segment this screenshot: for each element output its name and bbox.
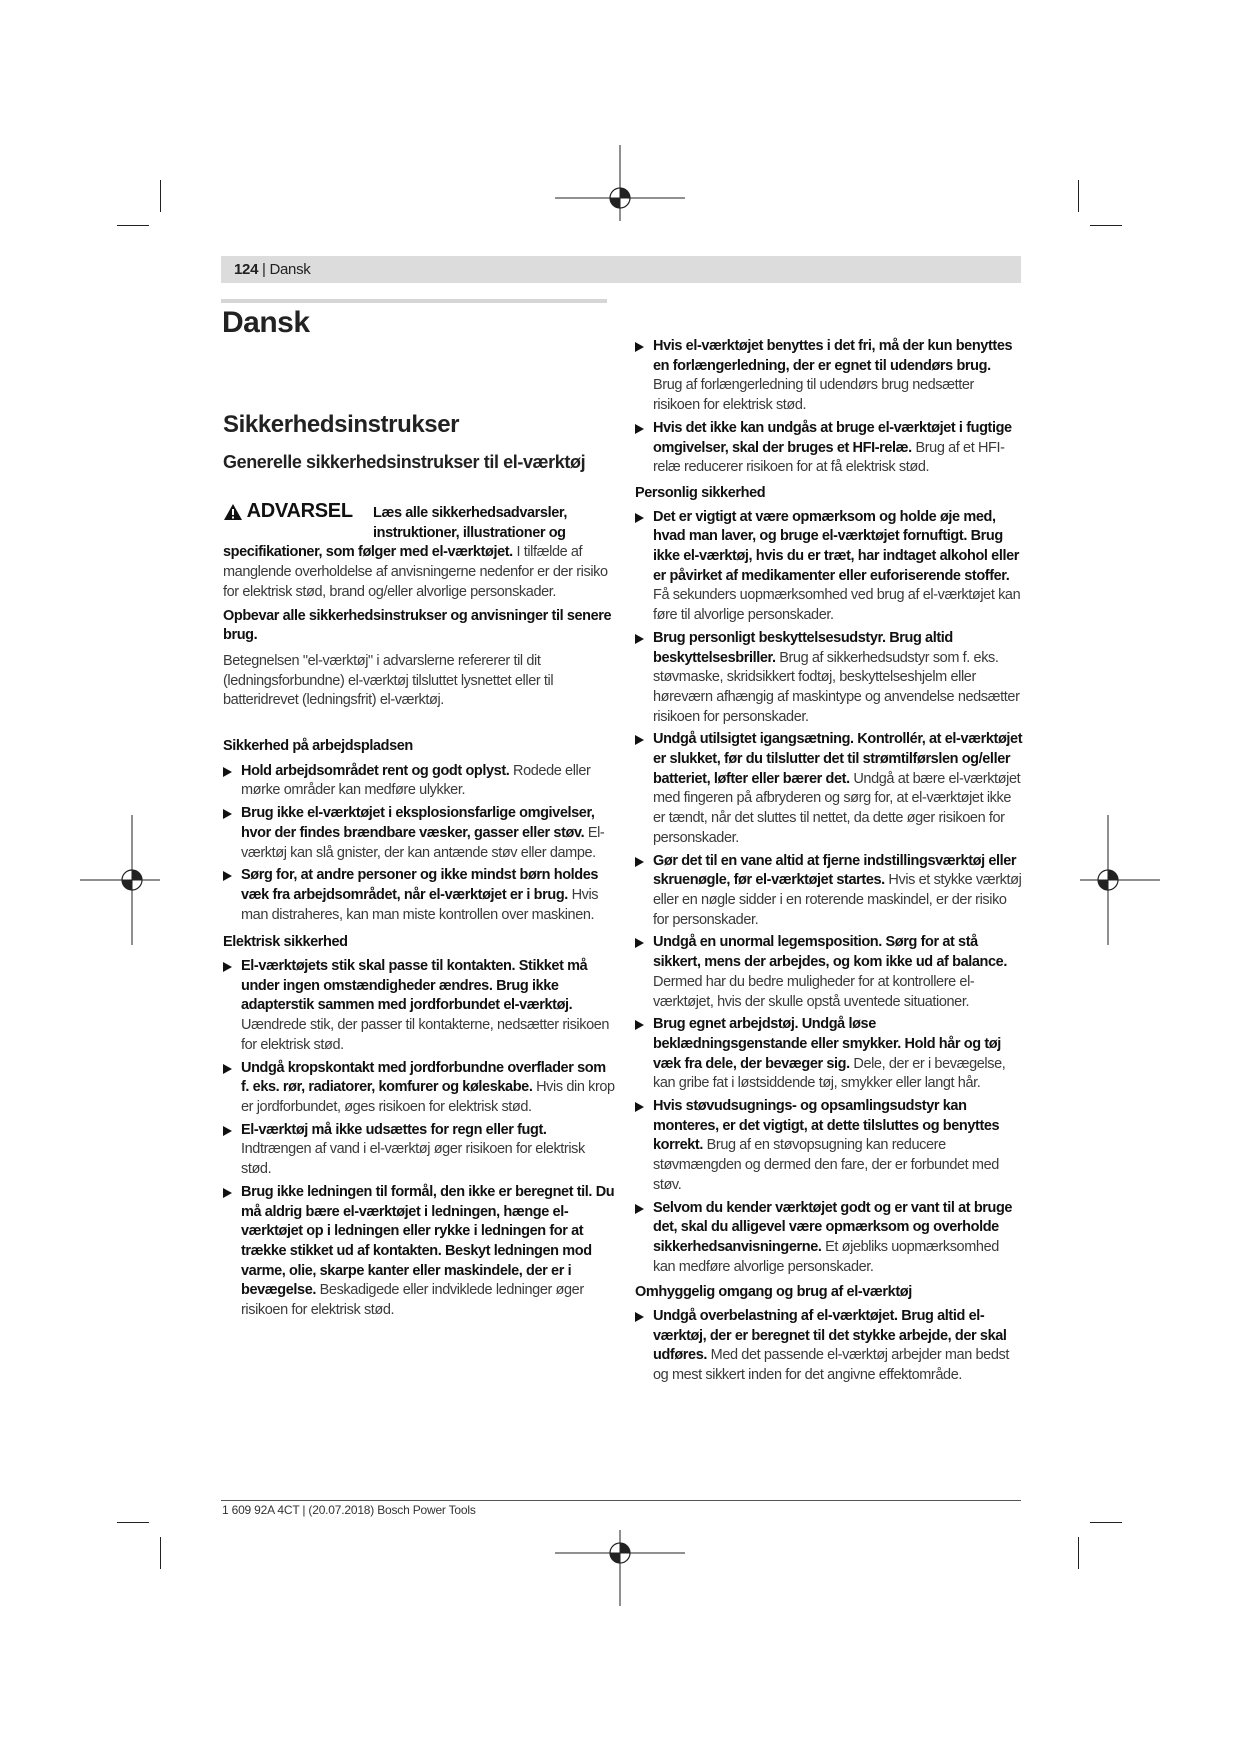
list-item [635,419,1023,478]
item-bold: Brug ikke el-værktøjet i eksplosionsfarlige omgivelser, hvor der findes brændbare væsker, gasser eller støv. [241,805,595,841]
personal-list [635,508,1023,1278]
keep-instructions [223,607,615,646]
item-normal: Et øjebliks uopmærksomhed kan medføre alvorlige personskader. [653,1238,999,1275]
list-item [223,866,615,925]
page-header-bar [221,256,1021,283]
list-item [635,730,1023,848]
item-normal: Dele, der er i bevægelse, kan gribe fat i løstsiddende tøj, smykker eller langt hår. [653,1055,1006,1092]
list-item [223,1059,615,1118]
bullet-arrow-icon [635,1312,644,1322]
title-rule [221,299,607,303]
item-normal: Brug af sikkerhedsudstyr som f. eks. støvmaske, skridsikkert fodtøj, beskyttelseshjelm eller høreværn afhængig af maskintype og anvendelse nedsætter risikoen for personskader. [653,649,1020,725]
item-bold: Undgå utilsigtet igangsætning. Kontrollér, at el-værktøjet er slukket, før du tilslutter det til strømtilførslen og/eller batteriet, løfter eller bærer det. [653,731,1023,787]
item-normal: Rodede eller mørke områder kan medføre ulykker. [241,762,591,799]
item-bold: El-værktøj må ikke udsættes for regn eller fugt. [241,1121,547,1138]
electrical-list-left [223,957,615,1321]
footer-rule [221,1500,1021,1501]
list-item [635,1199,1023,1278]
warning-block [223,500,615,603]
list-item [635,852,1023,931]
bullet-arrow-icon [223,1188,232,1198]
item-normal: Brug af et HFI-relæ reducerer risikoen for at få elektrisk stød. [653,439,1005,476]
item-bold: Brug egnet arbejdstøj. Undgå løse beklædningsgenstande eller smykker. Hold hår og tøj væk fra dele, der bevæger sig. [653,1016,1001,1072]
heading-workplace: Sikkerhed på arbejdspladsen [223,738,413,755]
warning-bold: Læs alle sikkerhedsadvarsler, instruktioner, illustrationer og specifikationer, som følger med el-værktøjet. [223,505,567,561]
registration-mark-right [1080,815,1160,945]
item-normal: Brug af forlængerledning til udendørs brug nedsætter risikoen for elektrisk stød. [653,377,974,414]
registration-mark-top [555,143,685,223]
list-item [223,804,615,863]
bullet-arrow-icon [223,962,232,972]
bullet-arrow-icon [635,1102,644,1112]
item-bold: El-værktøjets stik skal passe til kontakten. Stikket må under ingen omstændigheder ændres. Brug ikke adapterstik sammen med jordforbundet el-værktøj. [241,958,588,1014]
item-bold: Hvis støvudsugnings- og opsamlingsudstyr kan monteres, er det vigtigt, at dette tilsluttes og benyttes korrekt. [653,1098,1000,1154]
list-item [223,1121,615,1180]
page-footer: 1 609 92A 4CT | (20.07.2018) Bosch Power Tools [222,1503,476,1517]
item-normal: Undgå at bære el-værktøjet med fingeren på afbryderen og sørg for, at el-værktøjet ikke er tændt, når det sluttes til nettet, da dette øger risikoen for personskader. [653,770,1021,846]
item-normal: Hvis et stykke værktøj eller en nøgle sidder i en roterende maskindel, er der risiko for personskader. [653,872,1022,928]
item-bold: Hvis el-værktøjet benyttes i det fri, må der kun benyttes en forlængerledning, der er egnet til udendørs brug. [653,338,1013,374]
item-normal: Indtrængen af vand i el-værktøj øger risikoen for elektrisk stød. [241,1141,585,1178]
workplace-list [223,762,615,926]
item-normal: Få sekunders uopmærksomhed ved brug af el-værktøjet kan føre til alvorlige personskader. [653,587,1021,624]
keep-instructions-text: Opbevar alle sikkerhedsinstrukser og anvisninger til senere brug. [223,607,612,644]
header-separator: | [258,261,270,278]
warning-triangle-icon [223,503,243,521]
list-item [635,508,1023,626]
warning-word: ADVARSEL [246,500,353,522]
item-normal: Uændrede stik, der passer til kontakterne, nedsætter risikoen for elektrisk stød. [241,1017,610,1053]
item-normal: El-værktøj kan slå gnister, der kan antænde støv eller dampe. [241,824,605,861]
heading-careful-use: Omhyggelig omgang og brug af el-værktøj [635,1284,912,1301]
item-bold: Det er vigtigt at være opmærksom og holde øje med, hvad man laver, og bruge el-værktøjet fornuftigt. Brug ikke el-værktøj, hvis du er træt, har indtaget alkohol eller er påvirket af medikamenter eller euforiserende stoffer. [653,508,1019,584]
item-bold: Hold arbejdsområdet rent og godt oplyst. [241,762,510,779]
bullet-arrow-icon [635,1020,644,1030]
list-item [223,762,615,801]
bullet-arrow-icon [635,513,644,523]
bullet-arrow-icon [635,342,644,352]
bullet-arrow-icon [635,735,644,745]
left-column [223,410,615,1324]
item-bold: Undgå en unormal legemsposition. Sørg for at stå sikkert, mens der arbejdes, og kom ikke ud af balance. [653,934,1007,971]
bullet-arrow-icon [223,767,232,777]
list-item [635,629,1023,728]
registration-mark-left [80,815,160,945]
item-normal: Dermed har du bedre muligheder for at kontrollere el-værktøjet, hvis der skulle opstå uventede situationer. [653,973,975,1010]
bullet-arrow-icon [635,857,644,867]
heading-electrical: Elektrisk sikkerhed [223,934,348,951]
warning-normal: I tilfælde af manglende overholdelse af anvisningerne nedenfor er der risiko for elektrisk stød, brand og/eller alvorlige personskader. [223,544,608,600]
list-item [223,957,615,1056]
item-normal: Brug af en støvopsugning kan reducere støvmængden og dermed den fare, der er forbundet med støv. [653,1137,999,1193]
item-normal: Med det passende el-værktøj arbejder man bedst og mest sikkert inden for det angivne effektområde. [653,1347,1009,1384]
warning-label [223,502,371,542]
bullet-arrow-icon [635,424,644,434]
list-item [635,1097,1023,1196]
item-bold: Hvis det ikke kan undgås at bruge el-værktøjet i fugtige omgivelser, skal der bruges et HFI-relæ. [653,419,1012,456]
page-header [234,261,311,278]
bullet-arrow-icon [223,809,232,819]
header-language: Dansk [269,261,311,278]
bullet-arrow-icon [223,871,232,881]
subsection-title: Generelle sikkerhedsinstrukser til el-værktøj [223,452,586,472]
page-number: 124 [234,261,259,278]
section-title: Sikkerhedsinstrukser [223,411,460,438]
item-bold: Brug ikke ledningen til formål, den ikke er beregnet til. Du må aldrig bære el-værktøjet i ledningen, hænge el-værktøjet op i ledningen eller rykke i ledningen for at trække stikket ud af kontakten. Beskyt ledningen mod varme, olie, skarpe kanter eller maskindele, der er i bevægelse. [241,1183,615,1299]
item-bold: Undgå kropskontakt med jordforbundne overflader som f. eks. rør, radiatorer, komfurer og køleskabe. [241,1059,606,1096]
bullet-arrow-icon [635,938,644,948]
item-bold: Brug personligt beskyttelsesudstyr. Brug altid beskyttelsesbriller. [653,629,953,666]
item-bold: Sørg for, at andre personer og ikke mindst børn holdes væk fra arbejdsområdet, når el-værktøjet er i brug. [241,867,599,903]
bullet-arrow-icon [635,634,644,644]
item-bold: Gør det til en vane altid at fjerne indstillingsværktøj eller skruenøgle, før el-værktøjet startes. [653,852,1017,889]
bullet-arrow-icon [635,1204,644,1214]
list-item [635,933,1023,1012]
bullet-arrow-icon [223,1064,232,1074]
definition-text: Betegnelsen "el-værktøj" i advarslerne refererer til dit (ledningsforbundne) el-værktøj tilsluttet lysnettet eller til batteridrevet (ledningsfrit) el-værktøj. [223,652,554,709]
list-item [223,1183,615,1321]
list-item [635,337,1023,416]
page-title: Dansk [222,306,310,339]
list-item [635,1307,1023,1386]
careful-use-list [635,1307,1023,1386]
right-column [635,337,1023,1389]
item-normal: Hvis man distraheres, kan man miste kontrollen over maskinen. [241,886,599,923]
list-item [635,1015,1023,1094]
item-normal: Beskadigede eller indviklede ledninger øger risikoen for elektrisk stød. [241,1282,584,1319]
bullet-arrow-icon [223,1126,232,1136]
item-normal: Hvis din krop er jordforbundet, øges risikoen for elektrisk stød. [241,1079,615,1115]
heading-personal: Personlig sikkerhed [635,484,766,501]
item-bold: Selvom du kender værktøjet godt og er vant til at bruge det, skal du alligevel være opmærksom og overholde sikkerhedsanvisningerne. [653,1199,1013,1255]
item-bold: Undgå overbelastning af el-værktøjet. Brug altid el-værktøj, der er beregnet til det stykke arbejde, der skal udføres. [653,1308,1007,1364]
registration-mark-bottom [555,1528,685,1608]
electrical-list-right [635,337,1023,478]
